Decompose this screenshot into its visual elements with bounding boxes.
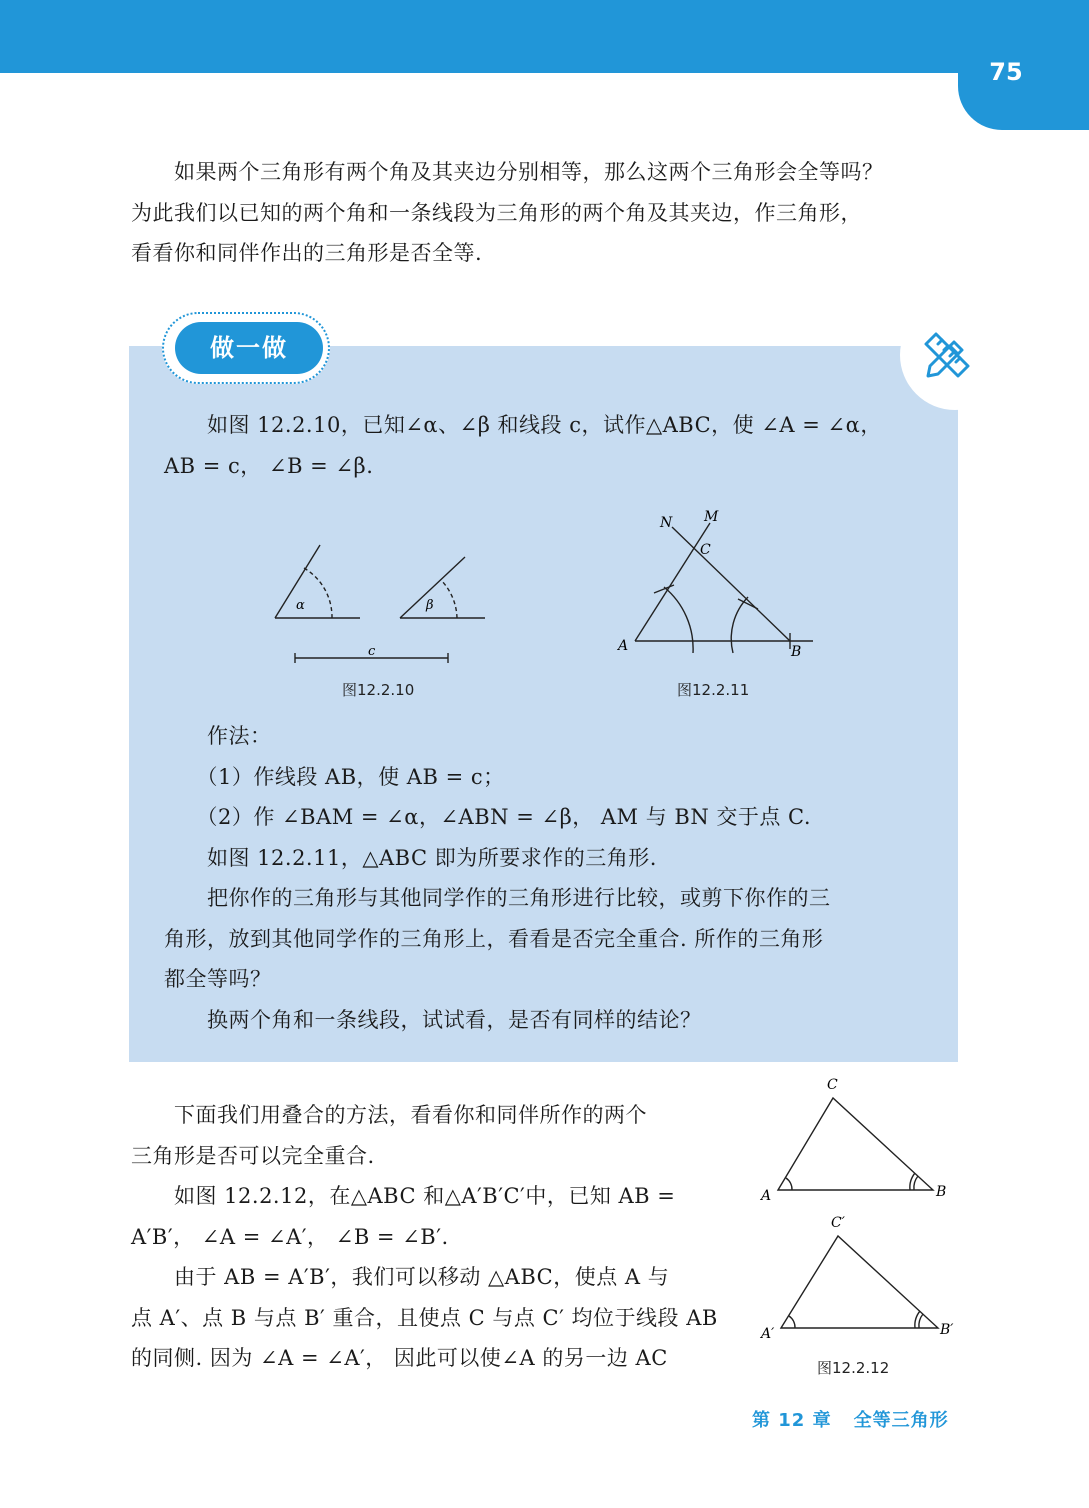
pencil-ruler-icon (920, 328, 974, 382)
text-line: A′B′， ∠A = ∠A′， ∠B = ∠B′. (131, 1224, 449, 1249)
text-line: （2）作 ∠BAM = ∠α，∠ABN = ∠β， AM 与 BN 交于点 C. (164, 805, 812, 829)
chapter-footer (752, 1406, 949, 1432)
label-b-prime: B′ (940, 1322, 954, 1338)
triangle-abc-prime (781, 1236, 938, 1328)
text-line: 看看你和同伴作出的三角形是否全等. (131, 241, 483, 265)
label-c-prime: C′ (831, 1215, 845, 1231)
text-line: 换两个角和一条线段，试试看，是否有同样的结论？ (164, 1007, 702, 1032)
alpha-label: α (296, 598, 305, 613)
activity-task (164, 405, 924, 486)
label-n: N (660, 515, 673, 531)
angle-alpha-arc (304, 568, 332, 618)
figure-12-2-10 (260, 535, 500, 670)
text-line: 点 A′、点 B 与点 B′ 重合，且使点 C 与点 C′ 均位于线段 AB (131, 1305, 718, 1330)
header-band (0, 0, 1089, 73)
text-line: 角形，放到其他同学作的三角形上，看看是否完全重合. 所作的三角形 (164, 926, 824, 951)
arc-alpha (664, 587, 693, 653)
text-line: 如果两个三角形有两个角及其夹边分别相等，那么这两个三角形会全等吗？ (131, 160, 884, 184)
page-number: 75 (989, 58, 1023, 86)
figure-12-2-11 (610, 505, 825, 665)
text-line: 三角形是否可以完全重合. (131, 1143, 375, 1168)
label-a: A (618, 638, 629, 654)
label-c: C (700, 542, 711, 558)
label-a: A (761, 1188, 772, 1204)
text-line: 把你作的三角形与其他同学作的三角形进行比较，或剪下你作的三 (164, 886, 831, 910)
figure-caption: 图12.2.10 (342, 681, 415, 699)
label-m: M (704, 509, 719, 525)
text-line: 由于 AB = A′B′，我们可以移动 △ABC，使点 A 与 (131, 1265, 670, 1289)
text-line: AB = c， ∠B = ∠β. (164, 453, 374, 478)
text-line: 如图 12.2.12，在△ABC 和△A′B′C′中，已知 AB = (131, 1184, 676, 1208)
intro-paragraph (131, 152, 959, 274)
text-line: （1）作线段 AB，使 AB = c； (164, 764, 505, 789)
label-b: B (791, 644, 802, 660)
chapter-title: 全等三角形 (853, 1410, 949, 1431)
text-line: 下面我们用叠合的方法，看看你和同伴所作的两个 (131, 1103, 647, 1127)
label-c: C (827, 1077, 838, 1093)
chapter-number: 第 12 章 (752, 1410, 832, 1431)
label-a-prime: A′ (761, 1326, 775, 1342)
figure-12-2-12 (748, 1072, 963, 1362)
figure-caption: 图12.2.12 (817, 1359, 890, 1377)
text-line: 如图 12.2.11，△ABC 即为所要求作的三角形. (164, 845, 657, 870)
text-line: 如图 12.2.10，已知∠α、∠β 和线段 c，试作△ABC，使 ∠A = ∠α， (164, 413, 882, 437)
text-line: 为此我们以已知的两个角和一条线段为三角形的两个角及其夹边，作三角形， (131, 200, 862, 225)
text-line: 都全等吗？ (164, 967, 272, 991)
activity-badge: 做一做 (175, 322, 323, 374)
body-paragraph (131, 1095, 719, 1379)
beta-label: β (426, 598, 434, 613)
arc-beta (731, 597, 748, 653)
ray-am (635, 523, 710, 641)
angle-beta-arc (441, 580, 457, 618)
text-line: 作法： (164, 724, 272, 748)
triangle-abc (778, 1098, 933, 1190)
label-b: B (936, 1184, 947, 1200)
text-line: 的同侧. 因为 ∠A = ∠A′， 因此可以使∠A 的另一边 AC (131, 1346, 668, 1370)
segment-c-label: c (368, 644, 376, 659)
figure-caption: 图12.2.11 (677, 681, 750, 699)
activity-method (164, 716, 924, 1040)
